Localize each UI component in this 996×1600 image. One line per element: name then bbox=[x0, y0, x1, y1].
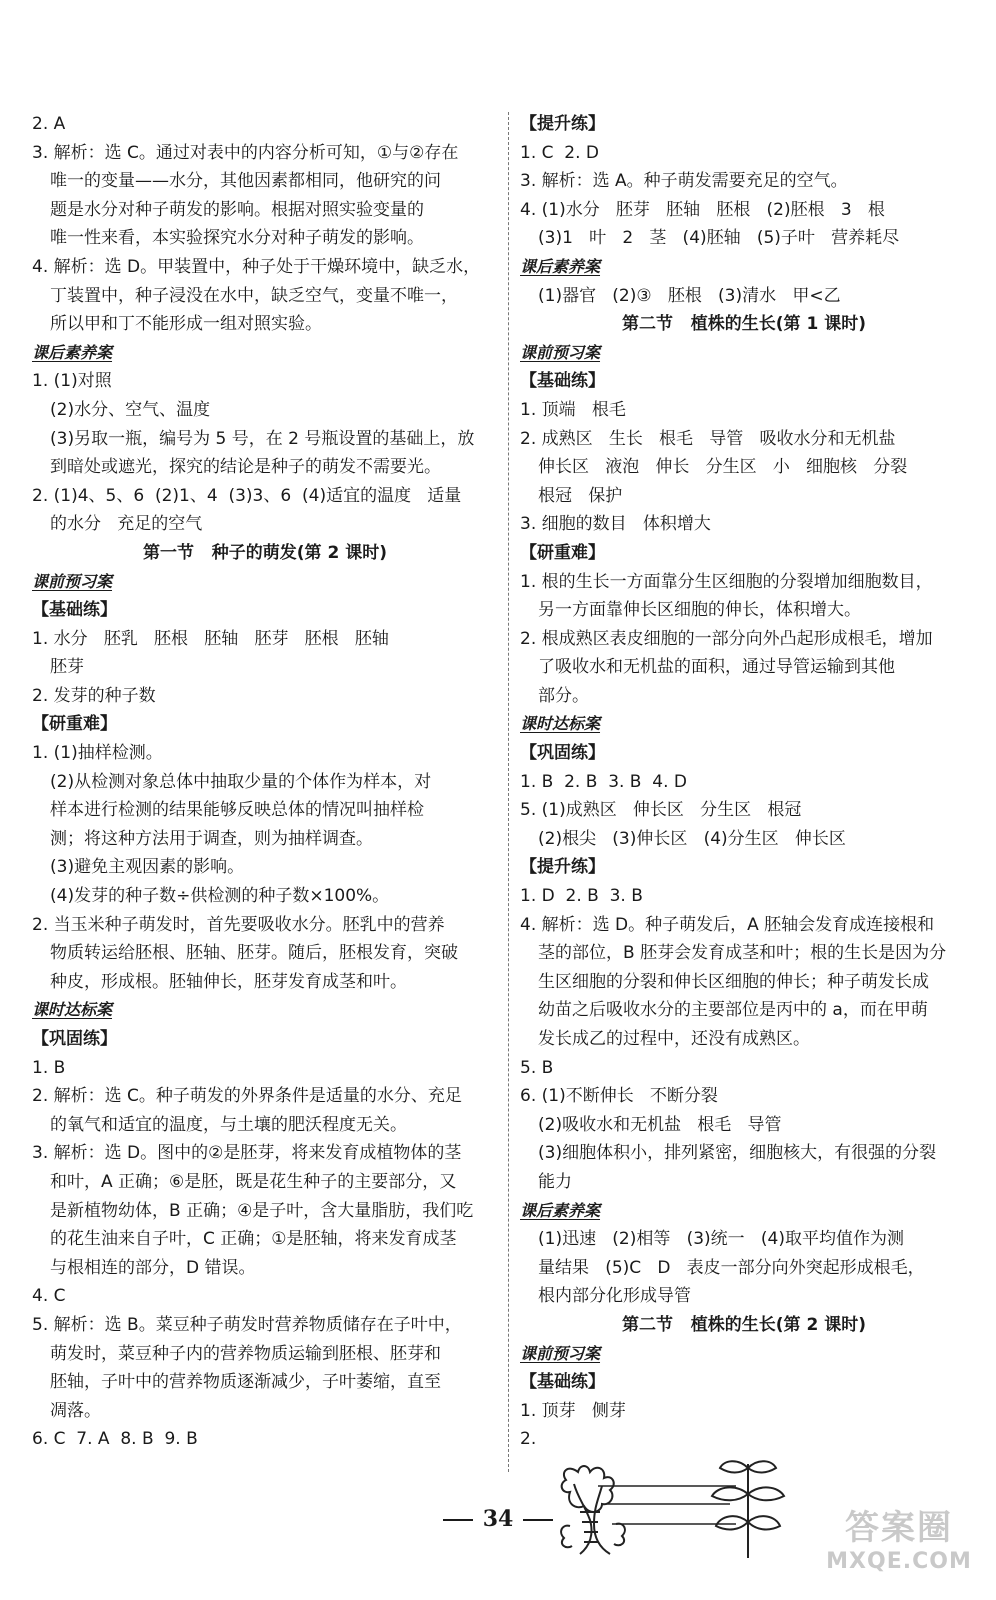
section-label: 课时达标案 bbox=[520, 714, 601, 734]
answer-line-continued: 测；将这种方法用于调查，则为抽样调查。 bbox=[50, 828, 373, 849]
answer-line-continued: 是新植物幼体，B 正确；④是子叶，含大量脂肪，我们吃 bbox=[50, 1200, 474, 1221]
exercise-label: 【提升练】 bbox=[520, 114, 605, 134]
answer-line-continued: 了吸收水和无机盐的面积，通过导管运输到其他 bbox=[538, 657, 895, 678]
right-column bbox=[520, 110, 968, 1562]
answer-line-continued: 能力 bbox=[538, 1171, 572, 1192]
section-label: 课后素养案 bbox=[32, 342, 113, 362]
answer-line-continued: 物质转运给胚根、胚轴、胚芽。随后，胚根发育，突破 bbox=[50, 943, 458, 964]
answer-line: 2. 解析：选 C。种子萌发的外界条件是适量的水分、充足 bbox=[32, 1086, 462, 1107]
exercise-label: 【巩固练】 bbox=[520, 743, 605, 764]
lesson-heading: 第二节 植株的生长(第 1 课时) bbox=[622, 314, 866, 335]
answer-line: 1. 水分 胚乳 胚根 胚轴 胚芽 胚根 胚轴 bbox=[32, 628, 389, 649]
answer-line: 4. C bbox=[32, 1286, 66, 1307]
exercise-label: 【研重难】 bbox=[520, 542, 605, 563]
answer-line-continued: 生区细胞的分裂和伸长区细胞的伸长；种子萌发长成 bbox=[538, 971, 929, 992]
answer-line-continued: 的氧气和适宜的温度，与土壤的肥沃程度无关。 bbox=[50, 1114, 407, 1135]
answer-line: 3. 解析：选 C。通过对表中的内容分析可知，①与②存在 bbox=[32, 142, 459, 163]
answer-line-continued: 幼苗之后吸收水分的主要部位是丙中的 a，而在甲萌 bbox=[538, 1000, 928, 1021]
answer-line: 6. C 7. A 8. B 9. B bbox=[32, 1429, 198, 1450]
answer-line-continued: (1)器官 (2)③ 胚根 (3)清水 甲<乙 bbox=[538, 285, 841, 306]
exercise-label: 【研重难】 bbox=[32, 714, 117, 735]
exercise-label: 【基础练】 bbox=[32, 600, 117, 621]
answer-line: 1. 顶芽 侧芽 bbox=[520, 1400, 626, 1421]
answer-line-continued: 胚芽 bbox=[50, 657, 84, 678]
exercise-label: 【基础练】 bbox=[520, 371, 605, 392]
section-label: 课时达标案 bbox=[32, 1000, 113, 1020]
answer-line: 4. (1)水分 胚芽 胚轴 胚根 (2)胚根 3 根 bbox=[520, 199, 885, 220]
answer-line-continued: 的花生油来自子叶，C 正确；①是胚轴，将来发育成茎 bbox=[50, 1229, 457, 1250]
answer-line-continued: 凋落。 bbox=[50, 1400, 101, 1421]
exercise-label: 【基础练】 bbox=[520, 1372, 605, 1393]
exercise-label: 【提升练】 bbox=[520, 857, 605, 878]
answer-line-continued: (2)根尖 (3)伸长区 (4)分生区 伸长区 bbox=[538, 828, 846, 849]
answer-line-continued: (2)吸收水和无机盐 根毛 导管 bbox=[538, 1114, 782, 1135]
answer-line: 5. 解析：选 B。菜豆种子萌发时营养物质储存在子叶中， bbox=[32, 1314, 462, 1335]
answer-line-continued: 题是水分对种子萌发的影响。根据对照实验变量的 bbox=[50, 199, 424, 220]
answer-line: 2. (1)4、5、6 (2)1、4 (3)3、6 (4)适宜的温度 适量 bbox=[32, 485, 462, 506]
page-number: 34 bbox=[482, 1506, 514, 1532]
answer-line: 2. 当玉米种子萌发时，首先要吸收水分。胚乳中的营养 bbox=[32, 914, 445, 935]
answer-line: 1. C 2. D bbox=[520, 142, 600, 163]
watermark-url: MXQE.COM bbox=[826, 1549, 972, 1574]
section-label: 课后素养案 bbox=[520, 1200, 601, 1220]
answer-line-continued: 量结果 (5)C D 表皮一部分向外突起形成根毛， bbox=[538, 1257, 925, 1278]
answer-line: 3. 解析：选 D。图中的②是胚芽，将来发育成植物体的茎 bbox=[32, 1143, 462, 1164]
answer-line-continued: 样本进行检测的结果能够反映总体的情况叫抽样检 bbox=[50, 800, 424, 821]
section-label: 课前预习案 bbox=[520, 342, 601, 362]
answer-line-continued: (3)避免主观因素的影响。 bbox=[50, 857, 245, 878]
answer-line: 1. (1)对照 bbox=[32, 371, 112, 392]
section-label: 课后素养案 bbox=[520, 256, 601, 276]
column-divider bbox=[508, 112, 509, 1472]
answer-line: 5. B bbox=[520, 1057, 554, 1078]
answer-line: 1. B 2. B 3. B 4. D bbox=[520, 771, 687, 792]
lesson-heading: 第一节 种子的萌发(第 2 课时) bbox=[143, 542, 387, 563]
answer-line-continued: 和叶，A 正确；⑥是胚，既是花生种子的主要部分，又 bbox=[50, 1171, 457, 1192]
answer-line-continued: 到暗处或遮光，探究的结论是种子的萌发不需要光。 bbox=[50, 457, 441, 478]
answer-line: 1. (1)抽样检测。 bbox=[32, 743, 163, 764]
answer-line: 2. 根成熟区表皮细胞的一部分向外凸起形成根毛，增加 bbox=[520, 628, 933, 649]
answer-line-continued: 的水分 充足的空气 bbox=[50, 514, 203, 535]
answer-line-continued: (4)发芽的种子数÷供检测的种子数×100%。 bbox=[50, 886, 390, 907]
answer-line: 2. bbox=[520, 1429, 537, 1450]
answer-line-continued: 胚轴，子叶中的营养物质逐渐减少，子叶萎缩，直至 bbox=[50, 1372, 441, 1393]
answer-line-continued: 种皮，形成根。胚轴伸长，胚芽发育成茎和叶。 bbox=[50, 971, 407, 992]
answer-line: 4. 解析：选 D。甲装置中，种子处于干燥环境中，缺乏水， bbox=[32, 256, 481, 277]
answer-line-continued: 部分。 bbox=[538, 685, 589, 706]
answer-line-continued: 伸长区 液泡 伸长 分生区 小 细胞核 分裂 bbox=[538, 457, 908, 478]
answer-line: 2. 成熟区 生长 根毛 导管 吸收水分和无机盐 bbox=[520, 428, 896, 449]
answer-line: 1. D 2. B 3. B bbox=[520, 886, 643, 907]
exercise-label: 【巩固练】 bbox=[32, 1029, 117, 1049]
answer-line-continued: 与根相连的部分，D 错误。 bbox=[50, 1257, 256, 1278]
answer-line: 5. (1)成熟区 伸长区 分生区 根冠 bbox=[520, 800, 802, 821]
answer-line-continued: (1)迅速 (2)相等 (3)统一 (4)取平均值作为测 bbox=[538, 1229, 904, 1250]
answer-line: 1. B bbox=[32, 1057, 66, 1078]
watermark bbox=[824, 1500, 974, 1590]
lesson-heading: 第二节 植株的生长(第 2 课时) bbox=[622, 1314, 866, 1335]
answer-line-continued: 茎的部位，B 胚芽会发育成茎和叶；根的生长是因为分 bbox=[538, 943, 947, 964]
answer-line: 6. (1)不断伸长 不断分裂 bbox=[520, 1086, 718, 1107]
answer-line-continued: 所以甲和丁不能形成一组对照实验。 bbox=[50, 314, 322, 335]
answer-line: 3. 细胞的数目 体积增大 bbox=[520, 514, 711, 535]
answer-line-continued: (2)从检测对象总体中抽取少量的个体作为样本，对 bbox=[50, 771, 432, 792]
answer-line-continued: (3)另取一瓶，编号为 5 号，在 2 号瓶设置的基础上，放 bbox=[50, 428, 475, 449]
answer-line: 1. 根的生长一方面靠分生区细胞的分裂增加细胞数目， bbox=[520, 571, 933, 592]
answer-line-continued: (3)细胞体积小，排列紧密，细胞核大，有很强的分裂 bbox=[538, 1143, 937, 1164]
answer-line: 1. 顶端 根毛 bbox=[520, 399, 626, 420]
answer-line: 2. A bbox=[32, 114, 66, 134]
answer-line-continued: 萌发时，菜豆种子内的营养物质运输到胚根、胚芽和 bbox=[50, 1343, 441, 1364]
answer-line-continued: 根冠 保护 bbox=[538, 485, 623, 506]
left-column bbox=[32, 110, 498, 1454]
answer-line-continued: (2)水分、空气、温度 bbox=[50, 399, 211, 420]
section-label: 课前预习案 bbox=[520, 1343, 601, 1363]
answer-line: 3. 解析：选 A。种子萌发需要充足的空气。 bbox=[520, 171, 848, 192]
answer-line-continued: 另一方面靠伸长区细胞的伸长，体积增大。 bbox=[538, 600, 861, 621]
answer-line: 2. 发芽的种子数 bbox=[32, 685, 156, 706]
answer-line-continued: 唯一的变量——水分，其他因素都相同，他研究的问 bbox=[50, 171, 441, 192]
answer-line-continued: (3)1 叶 2 茎 (4)胚轴 (5)子叶 营养耗尽 bbox=[538, 228, 900, 249]
answer-line-continued: 发长成乙的过程中，还没有成熟区。 bbox=[538, 1029, 810, 1049]
answer-line-continued: 丁装置中，种子浸没在水中，缺乏空气，变量不唯一， bbox=[50, 285, 458, 306]
watermark-logo: 答案圈 bbox=[845, 1508, 953, 1548]
answer-line-continued: 唯一性来看，本实验探究水分对种子萌发的影响。 bbox=[50, 228, 424, 249]
answer-line: 4. 解析：选 D。种子萌发后，A 胚轴会发育成连接根和 bbox=[520, 914, 935, 935]
section-label: 课前预习案 bbox=[32, 571, 113, 591]
answer-line-continued: 根内部分化形成导管 bbox=[538, 1286, 691, 1307]
